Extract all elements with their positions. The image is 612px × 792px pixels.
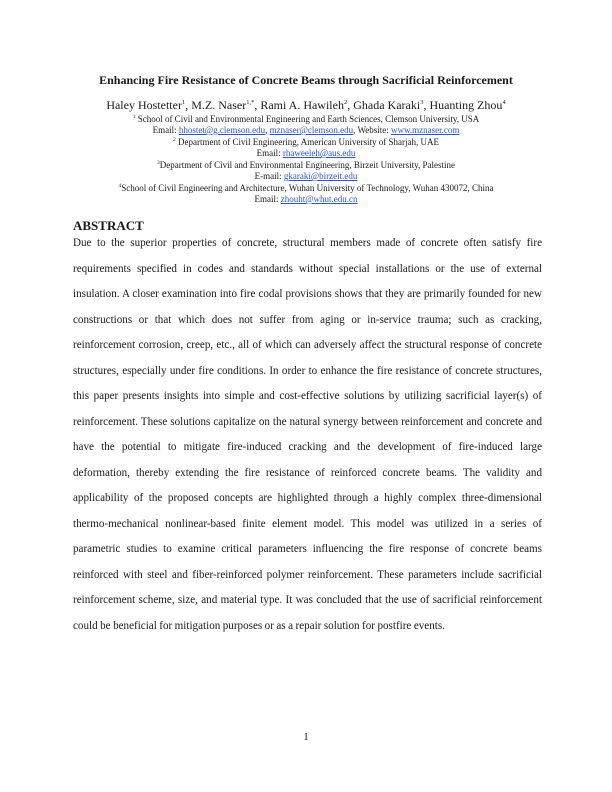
author-affiliation-marker: 3 [420, 99, 424, 106]
affiliation-2-department [40, 137, 572, 148]
author-list: Haley Hostetter$^1$, M.Z. Naser$^{1,*}$, Rami A. Hawileh$^2$, Ghada Karaki$^3$, Huanting Zhou$^4$ [106, 98, 506, 112]
email-label: Email: [256, 148, 283, 158]
email-label: Email: [152, 125, 179, 135]
abstract-body: Due to the superior properties of concrete, structural members made of concrete often satisfy fire requirements specified in codes and standards without special installations or the use of external insulation. A closer examination into fire codal provisions shows that they are primarily founded for new constructions or that which does not suffer from aging or in-service trauma; such as cracking, reinforcement corrosion, creep, etc., all of which can adversely affect the structural response of concrete structures, especially under fire conditions. In order to enhance the fire resistance of concrete structures, this paper presents insights into simple and cost-effective solutions by utilizing sacrificial layer(s) of reinforcement. These solutions capitalize on the natural synergy between reinforcement and concrete and have the potential to mitigate fire-induced cracking and the development of fire-induced large deformation, thereby extending the fire resistance of reinforced concrete beams. The validity and applicability of the proposed concepts are highlighted through a highly complex three-dimensional thermo-mechanical nonlinear-based finite element model. This model was utilized in a series of parametric studies to examine critical parameters influencing the fire response of concrete beams reinforced with steel and fiber-reinforced polymer reinforcement. These parameters include sacrificial reinforcement scheme, size, and material type. It was concluded that the use of sacrificial reinforcement could be beneficial for mitigation purposes or as a repair solution for postfire events. [73, 237, 542, 632]
page-number: 1 [303, 731, 309, 743]
affiliation-marker: 2 [173, 137, 176, 143]
paper-title: Enhancing Fire Resistance of Concrete Beams through Sacrificial Reinforcement [99, 73, 513, 87]
affiliation-4-contact [40, 194, 572, 205]
email-link[interactable]: hhostet@g.clemson.edu [178, 125, 266, 135]
affiliation-text: Department of Civil and Environmental Engineering, Birzeit University, Palestine [159, 160, 456, 170]
email-link[interactable]: zhouht@whut.edu.cn [280, 194, 358, 204]
affiliation-text: School of Civil and Environmental Engineering and Earth Sciences, Clemson University, USA [135, 114, 480, 124]
author-affiliation-marker: 2 [343, 99, 348, 106]
email-link[interactable]: rhaweeleh@aus.edu [282, 148, 356, 158]
affiliation-marker: 1 [132, 114, 136, 120]
affiliation-4-department [40, 183, 572, 194]
email-label: Email: [254, 194, 281, 204]
author-name: Ghada Karaki [353, 98, 421, 112]
author-name: Haley Hostetter [106, 98, 182, 112]
affiliation-1-contact [40, 125, 572, 136]
email-label: E-mail: [254, 171, 284, 181]
author-name: M.Z. Naser [191, 98, 247, 112]
author-name: Rami A. Hawileh [260, 98, 344, 112]
website-label: , Website: [353, 125, 391, 135]
affiliation-marker: 3 [156, 160, 160, 166]
abstract-heading: ABSTRACT [73, 218, 144, 233]
affiliation-3-contact [40, 171, 572, 182]
affiliation-marker: 4 [118, 183, 122, 189]
author-affiliation-marker: 1,* [246, 99, 255, 106]
website-link[interactable]: www.mznaser.com [391, 125, 460, 135]
email-link[interactable]: gkaraki@birzeit.edu [283, 171, 358, 181]
affiliation-2-contact [40, 148, 572, 159]
author-name: Huanting Zhou [429, 98, 503, 112]
affiliation-text: School of Civil Engineering and Architecture, Wuhan University of Technology, Wuhan 430072, China [121, 183, 494, 193]
affiliation-1-department [40, 114, 572, 125]
email-link[interactable]: mznaser@clemson.edu [269, 125, 354, 135]
separator-text: , [265, 125, 270, 135]
author-affiliation-marker: 1 [181, 99, 186, 106]
affiliation-text: Department of Civil Engineering, American University of Sharjah, UAE [175, 137, 439, 147]
author-affiliation-marker: 4 [502, 99, 506, 106]
affiliation-3-department [40, 160, 572, 171]
